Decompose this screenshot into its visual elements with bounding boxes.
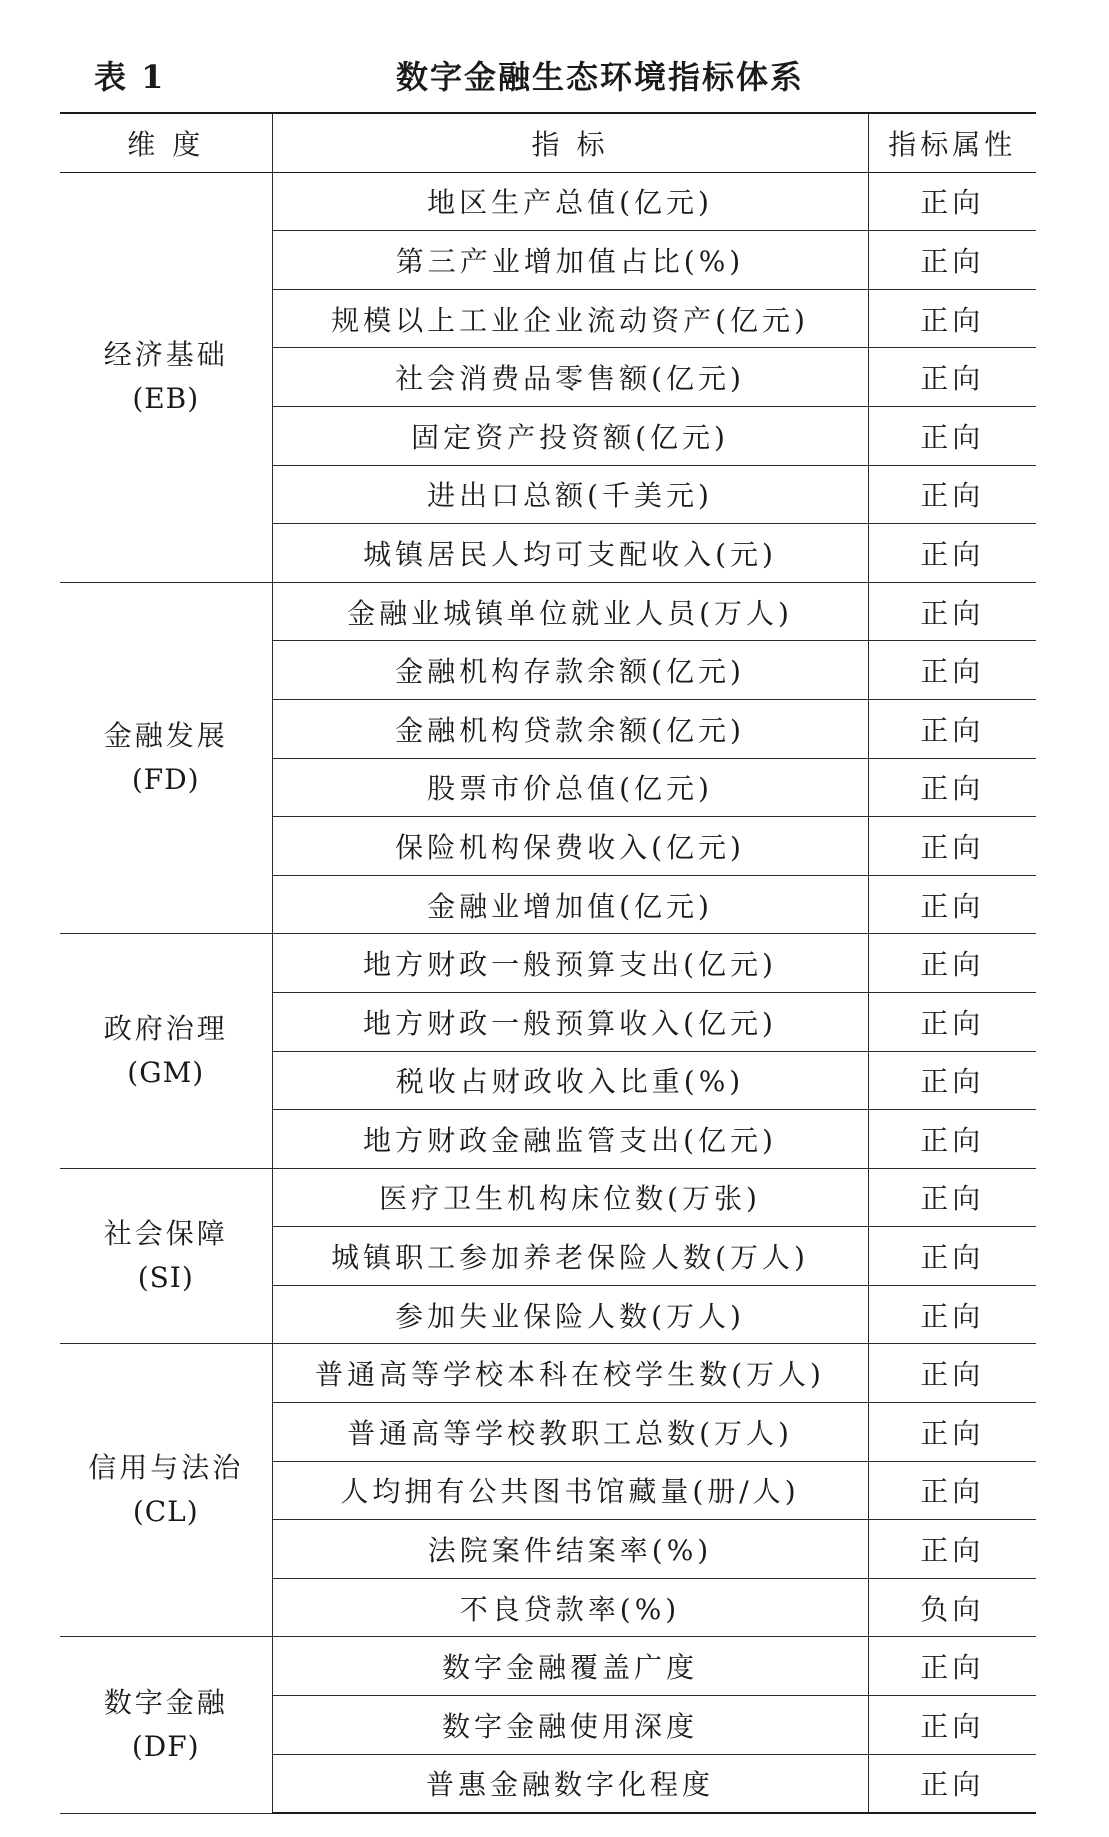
- dimension-abbreviation: (EB): [132, 382, 200, 416]
- attribute-cell: 正向: [868, 992, 1036, 1051]
- indicator-cell: 社会消费品零售额(亿元): [272, 348, 868, 407]
- dimension-name: 信用与法治: [88, 1451, 244, 1485]
- attribute-cell: 正向: [868, 1637, 1036, 1696]
- indicator-cell: 人均拥有公共图书馆藏量(册/人): [272, 1461, 868, 1520]
- dimension-abbreviation: (GM): [127, 1056, 205, 1089]
- attribute-cell: 正向: [868, 699, 1036, 758]
- dimension-cell: [60, 1637, 272, 1813]
- table-number: 表 1: [94, 58, 166, 96]
- attribute-cell: 正向: [868, 1168, 1036, 1227]
- dimension-cell: [60, 172, 272, 582]
- attribute-cell: 正向: [868, 758, 1036, 817]
- attribute-cell: 正向: [868, 1110, 1036, 1169]
- indicator-table: [60, 112, 1036, 1814]
- table-row: [60, 172, 1036, 231]
- dimension-abbreviation: (DF): [131, 1730, 200, 1764]
- table-row: [60, 1168, 1036, 1227]
- attribute-cell: 正向: [868, 1696, 1036, 1755]
- header-row: [60, 113, 1036, 172]
- dimension-abbreviation: (CL): [132, 1495, 199, 1529]
- attribute-cell: 正向: [868, 875, 1036, 934]
- table-row: [60, 1637, 1036, 1696]
- attribute-cell: 正向: [868, 641, 1036, 700]
- indicator-cell: 城镇职工参加养老保险人数(万人): [272, 1227, 868, 1286]
- dimension-cell: [60, 1344, 272, 1637]
- indicator-cell: 固定资产投资额(亿元): [272, 406, 868, 465]
- dimension-name: 社会保障: [103, 1217, 228, 1251]
- indicator-cell: 参加失业保险人数(万人): [272, 1285, 868, 1344]
- dimension-name: 数字金融: [103, 1686, 228, 1720]
- attribute-cell: 正向: [868, 1344, 1036, 1403]
- attribute-cell: 正向: [868, 1520, 1036, 1579]
- indicator-cell: 普惠金融数字化程度: [272, 1754, 868, 1813]
- attribute-cell: 正向: [868, 465, 1036, 524]
- attribute-cell: 正向: [868, 582, 1036, 641]
- indicator-cell: 地方财政一般预算收入(亿元): [272, 992, 868, 1051]
- indicator-cell: 数字金融使用深度: [272, 1696, 868, 1755]
- attribute-cell: 正向: [868, 934, 1036, 993]
- indicator-cell: 金融机构贷款余额(亿元): [272, 699, 868, 758]
- dimension-abbreviation: (FD): [131, 763, 200, 797]
- table-body: [60, 172, 1036, 1813]
- header-attribute: 指标属性: [868, 113, 1036, 172]
- indicator-cell: 医疗卫生机构床位数(万张): [272, 1168, 868, 1227]
- attribute-cell: 正向: [868, 1227, 1036, 1286]
- dimension-abbreviation: (SI): [137, 1261, 194, 1295]
- indicator-cell: 数字金融覆盖广度: [272, 1637, 868, 1696]
- indicator-cell: 地方财政金融监管支出(亿元): [272, 1110, 868, 1169]
- attribute-cell: 正向: [868, 1403, 1036, 1462]
- attribute-cell: 正向: [868, 1461, 1036, 1520]
- indicator-cell: 第三产业增加值占比(%): [272, 231, 868, 290]
- table-row: [60, 934, 1036, 993]
- attribute-cell: 正向: [868, 817, 1036, 876]
- indicator-cell: 地区生产总值(亿元): [272, 172, 868, 231]
- indicator-cell: 不良贷款率(%): [272, 1578, 868, 1637]
- attribute-cell: 正向: [868, 524, 1036, 583]
- attribute-cell: 正向: [868, 1285, 1036, 1344]
- indicator-cell: 金融业城镇单位就业人员(万人): [272, 582, 868, 641]
- table-title: 数字金融生态环境指标体系: [395, 58, 804, 96]
- dimension-cell: [60, 1168, 272, 1344]
- indicator-cell: 股票市价总值(亿元): [272, 758, 868, 817]
- attribute-cell: 正向: [868, 1754, 1036, 1813]
- indicator-cell: 进出口总额(千美元): [272, 465, 868, 524]
- indicator-cell: 城镇居民人均可支配收入(元): [272, 524, 868, 583]
- dimension-name: 经济基础: [103, 338, 228, 372]
- indicator-cell: 普通高等学校教职工总数(万人): [272, 1403, 868, 1462]
- attribute-cell: 正向: [868, 172, 1036, 231]
- attribute-cell: 正向: [868, 289, 1036, 348]
- dimension-name: 政府治理: [103, 1012, 228, 1045]
- table-row: [60, 1344, 1036, 1403]
- dimension-cell: [60, 934, 272, 1168]
- indicator-cell: 金融机构存款余额(亿元): [272, 641, 868, 700]
- attribute-cell: 正向: [868, 1051, 1036, 1110]
- table-caption: [0, 0, 1109, 112]
- attribute-cell: 正向: [868, 348, 1036, 407]
- indicator-cell: 金融业增加值(亿元): [272, 875, 868, 934]
- indicator-cell: 地方财政一般预算支出(亿元): [272, 934, 868, 993]
- table-row: [60, 582, 1036, 641]
- indicator-cell: 规模以上工业企业流动资产(亿元): [272, 289, 868, 348]
- header-indicator: 指 标: [272, 113, 868, 172]
- indicator-cell: 税收占财政收入比重(%): [272, 1051, 868, 1110]
- attribute-cell: 正向: [868, 406, 1036, 465]
- indicator-cell: 法院案件结案率(%): [272, 1520, 868, 1579]
- attribute-cell: 正向: [868, 231, 1036, 290]
- table-header: [60, 113, 1036, 172]
- indicator-cell: 普通高等学校本科在校学生数(万人): [272, 1344, 868, 1403]
- dimension-name: 金融发展: [103, 719, 228, 753]
- header-dimension: 维 度: [60, 113, 272, 172]
- indicator-cell: 保险机构保费收入(亿元): [272, 817, 868, 876]
- dimension-cell: [60, 582, 272, 934]
- attribute-cell: 负向: [868, 1578, 1036, 1637]
